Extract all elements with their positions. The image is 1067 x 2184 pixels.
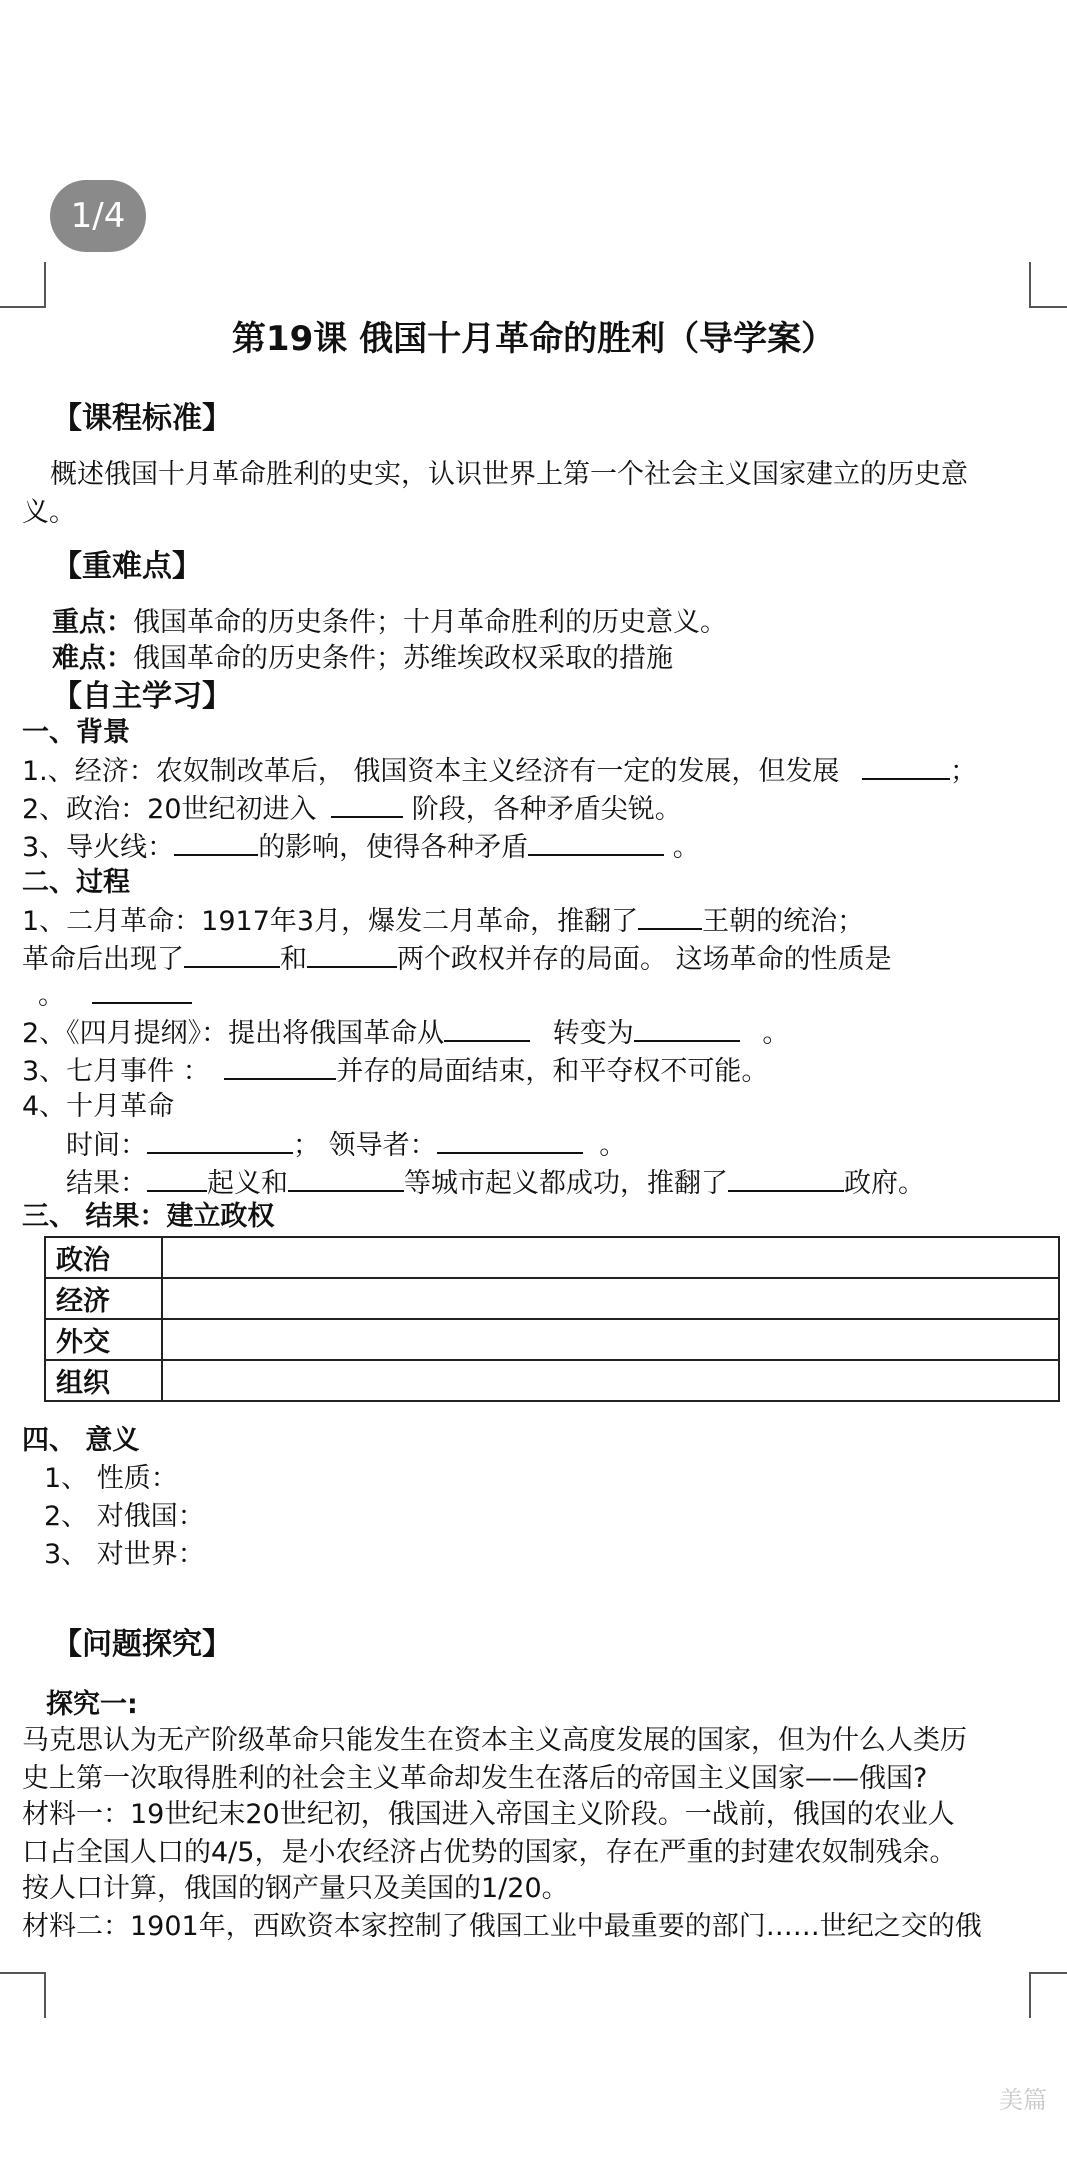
background-item-text: 3、导火线： — [22, 832, 175, 863]
section-wenti-heading: 【问题探究】 — [52, 1627, 232, 1662]
process-item — [66, 1128, 626, 1163]
process-item — [38, 978, 192, 1013]
significance-heading: 四、 意义 — [22, 1425, 140, 1456]
background-item-text: 2、政治：20世纪初进入 — [22, 794, 317, 825]
document-title: 第19课 俄国十月革命的胜利（导学案） — [231, 319, 836, 359]
fill-blank[interactable] — [444, 1016, 530, 1042]
zhongdian-line — [52, 606, 727, 640]
section-zizhu-heading: 【自主学习】 — [52, 679, 232, 714]
fill-blank[interactable] — [184, 942, 280, 968]
zhongdian-text: 俄国革命的历史条件；十月革命胜利的历史意义。 — [133, 607, 727, 638]
process-item-text: 起义和 — [207, 1168, 288, 1199]
process-item-text: 王朝的统治； — [702, 906, 865, 937]
fill-blank[interactable] — [528, 830, 664, 856]
process-item-text: 革命后出现了 — [22, 944, 184, 975]
kecheng-text: 义。 — [22, 497, 76, 528]
background-item-text: 的影响，使得各种矛盾 — [258, 832, 529, 863]
fill-blank[interactable] — [437, 1128, 583, 1154]
inquiry-paragraph: 按人口计算，俄国的钢产量只及美国的1/20。 — [22, 1873, 569, 1904]
nandian-line — [52, 642, 673, 676]
significance-item: 1、 性质： — [44, 1463, 178, 1494]
crop-mark — [1029, 1972, 1031, 2018]
process-item-text: 。 — [599, 1130, 627, 1161]
zhongdian-label: 重点： — [52, 607, 133, 638]
fill-blank[interactable] — [147, 1166, 207, 1192]
background-item — [22, 792, 682, 827]
process-item-text: 政府。 — [844, 1168, 925, 1199]
table-row — [45, 1278, 1059, 1319]
background-item-text: 阶段，各种矛盾尖锐。 — [411, 794, 682, 825]
process-item — [22, 1054, 768, 1089]
fill-blank[interactable] — [634, 1016, 740, 1042]
process-item-text: 和 — [280, 944, 307, 975]
process-item — [66, 1166, 925, 1201]
process-item-text: 1、二月革命：1917年3月，爆发二月革命，推翻了 — [22, 906, 639, 937]
process-item — [22, 942, 892, 977]
fill-blank[interactable] — [174, 830, 258, 856]
table-cell-answer[interactable] — [162, 1360, 1059, 1401]
inquiry-paragraph: 史上第一次取得胜利的社会主义革命却发生在落后的帝国主义国家——俄国? — [22, 1763, 928, 1794]
fill-blank[interactable] — [728, 1166, 844, 1192]
table-cell-answer[interactable] — [162, 1237, 1059, 1278]
process-item-text: 。 — [38, 980, 65, 1011]
section-zhongnan-heading: 【重难点】 — [52, 549, 202, 584]
significance-item: 2、 对俄国： — [44, 1501, 205, 1532]
inquiry-label: 探究一: — [46, 1689, 138, 1720]
background-item — [22, 754, 977, 789]
background-item-text: 1.、经济：农奴制改革后， 俄国资本主义经济有一定的发展，但发展 — [22, 756, 840, 787]
process-item — [22, 904, 864, 939]
inquiry-paragraph: 马克思认为无产阶级革命只能发生在资本主义高度发展的国家，但为什么人类历 — [22, 1725, 967, 1756]
background-item-text: ； — [949, 756, 977, 787]
table-row-label: 政治 — [45, 1237, 162, 1278]
process-item-text: 两个政权并存的局面。 这场革命的性质是 — [397, 944, 892, 975]
fill-blank[interactable] — [331, 792, 403, 818]
table-row — [45, 1360, 1059, 1401]
inquiry-paragraph: 材料二：1901年，西欧资本家控制了俄国工业中最重要的部门……世纪之交的俄 — [22, 1911, 982, 1942]
result-table — [44, 1236, 1060, 1402]
nandian-label: 难点： — [52, 643, 133, 674]
background-item-text: 。 — [672, 832, 700, 863]
inquiry-paragraph: 材料一：19世纪末20世纪初，俄国进入帝国主义阶段。一战前，俄国的农业人 — [22, 1799, 955, 1830]
significance-item: 3、 对世界： — [44, 1539, 205, 1570]
fill-blank[interactable] — [92, 978, 192, 1004]
process-item-text: 并存的局面结束，和平夺权不可能。 — [336, 1056, 769, 1087]
inquiry-paragraph: 口占全国人口的4/5，是小农经济占优势的国家，存在严重的封建农奴制残余。 — [22, 1837, 957, 1868]
process-item-text: 时间： — [66, 1130, 147, 1161]
fill-blank[interactable] — [147, 1128, 293, 1154]
nandian-text: 俄国革命的历史条件；苏维埃政权采取的措施 — [133, 643, 673, 674]
table-row-label: 组织 — [45, 1360, 162, 1401]
process-item-text: 转变为 — [552, 1018, 634, 1049]
result-heading: 三、 结果：建立政权 — [22, 1201, 275, 1232]
process-item — [22, 1016, 789, 1051]
process-item: 4、十月革命 — [22, 1091, 175, 1122]
background-item — [22, 830, 700, 865]
page-indicator: 1/4 — [50, 180, 146, 252]
process-item-text: ； 领导者： — [293, 1130, 437, 1161]
table-row-label: 外交 — [45, 1319, 162, 1360]
crop-mark — [1031, 306, 1067, 308]
table-cell-answer[interactable] — [162, 1319, 1059, 1360]
fill-blank[interactable] — [307, 942, 397, 968]
crop-mark — [44, 262, 46, 308]
process-item-text: 等城市起义都成功，推翻了 — [404, 1168, 728, 1199]
crop-mark — [44, 1972, 46, 2018]
table-cell-answer[interactable] — [162, 1278, 1059, 1319]
kecheng-text: 概述俄国十月革命胜利的史实，认识世界上第一个社会主义国家建立的历史意 — [50, 459, 968, 490]
crop-mark — [0, 1972, 44, 1974]
fill-blank[interactable] — [638, 904, 702, 930]
crop-mark — [1031, 1972, 1067, 1974]
table-row-label: 经济 — [45, 1278, 162, 1319]
process-item-text: 。 — [762, 1018, 790, 1049]
table-row — [45, 1237, 1059, 1278]
fill-blank[interactable] — [224, 1054, 336, 1080]
process-item-text: 结果： — [66, 1168, 147, 1199]
crop-mark — [0, 306, 44, 308]
table-row — [45, 1319, 1059, 1360]
process-item-text: 2、《四月提纲》：提出将俄国革命从 — [22, 1018, 445, 1049]
watermark-logo: 美篇 — [999, 2086, 1047, 2114]
fill-blank[interactable] — [288, 1166, 404, 1192]
process-heading: 二、过程 — [22, 867, 130, 898]
section-kecheng-heading: 【课程标准】 — [52, 401, 232, 436]
fill-blank[interactable] — [862, 754, 950, 780]
crop-mark — [1029, 262, 1031, 308]
process-item-text: 3、七月事件 ： — [22, 1056, 210, 1087]
background-heading: 一、背景 — [22, 717, 130, 748]
